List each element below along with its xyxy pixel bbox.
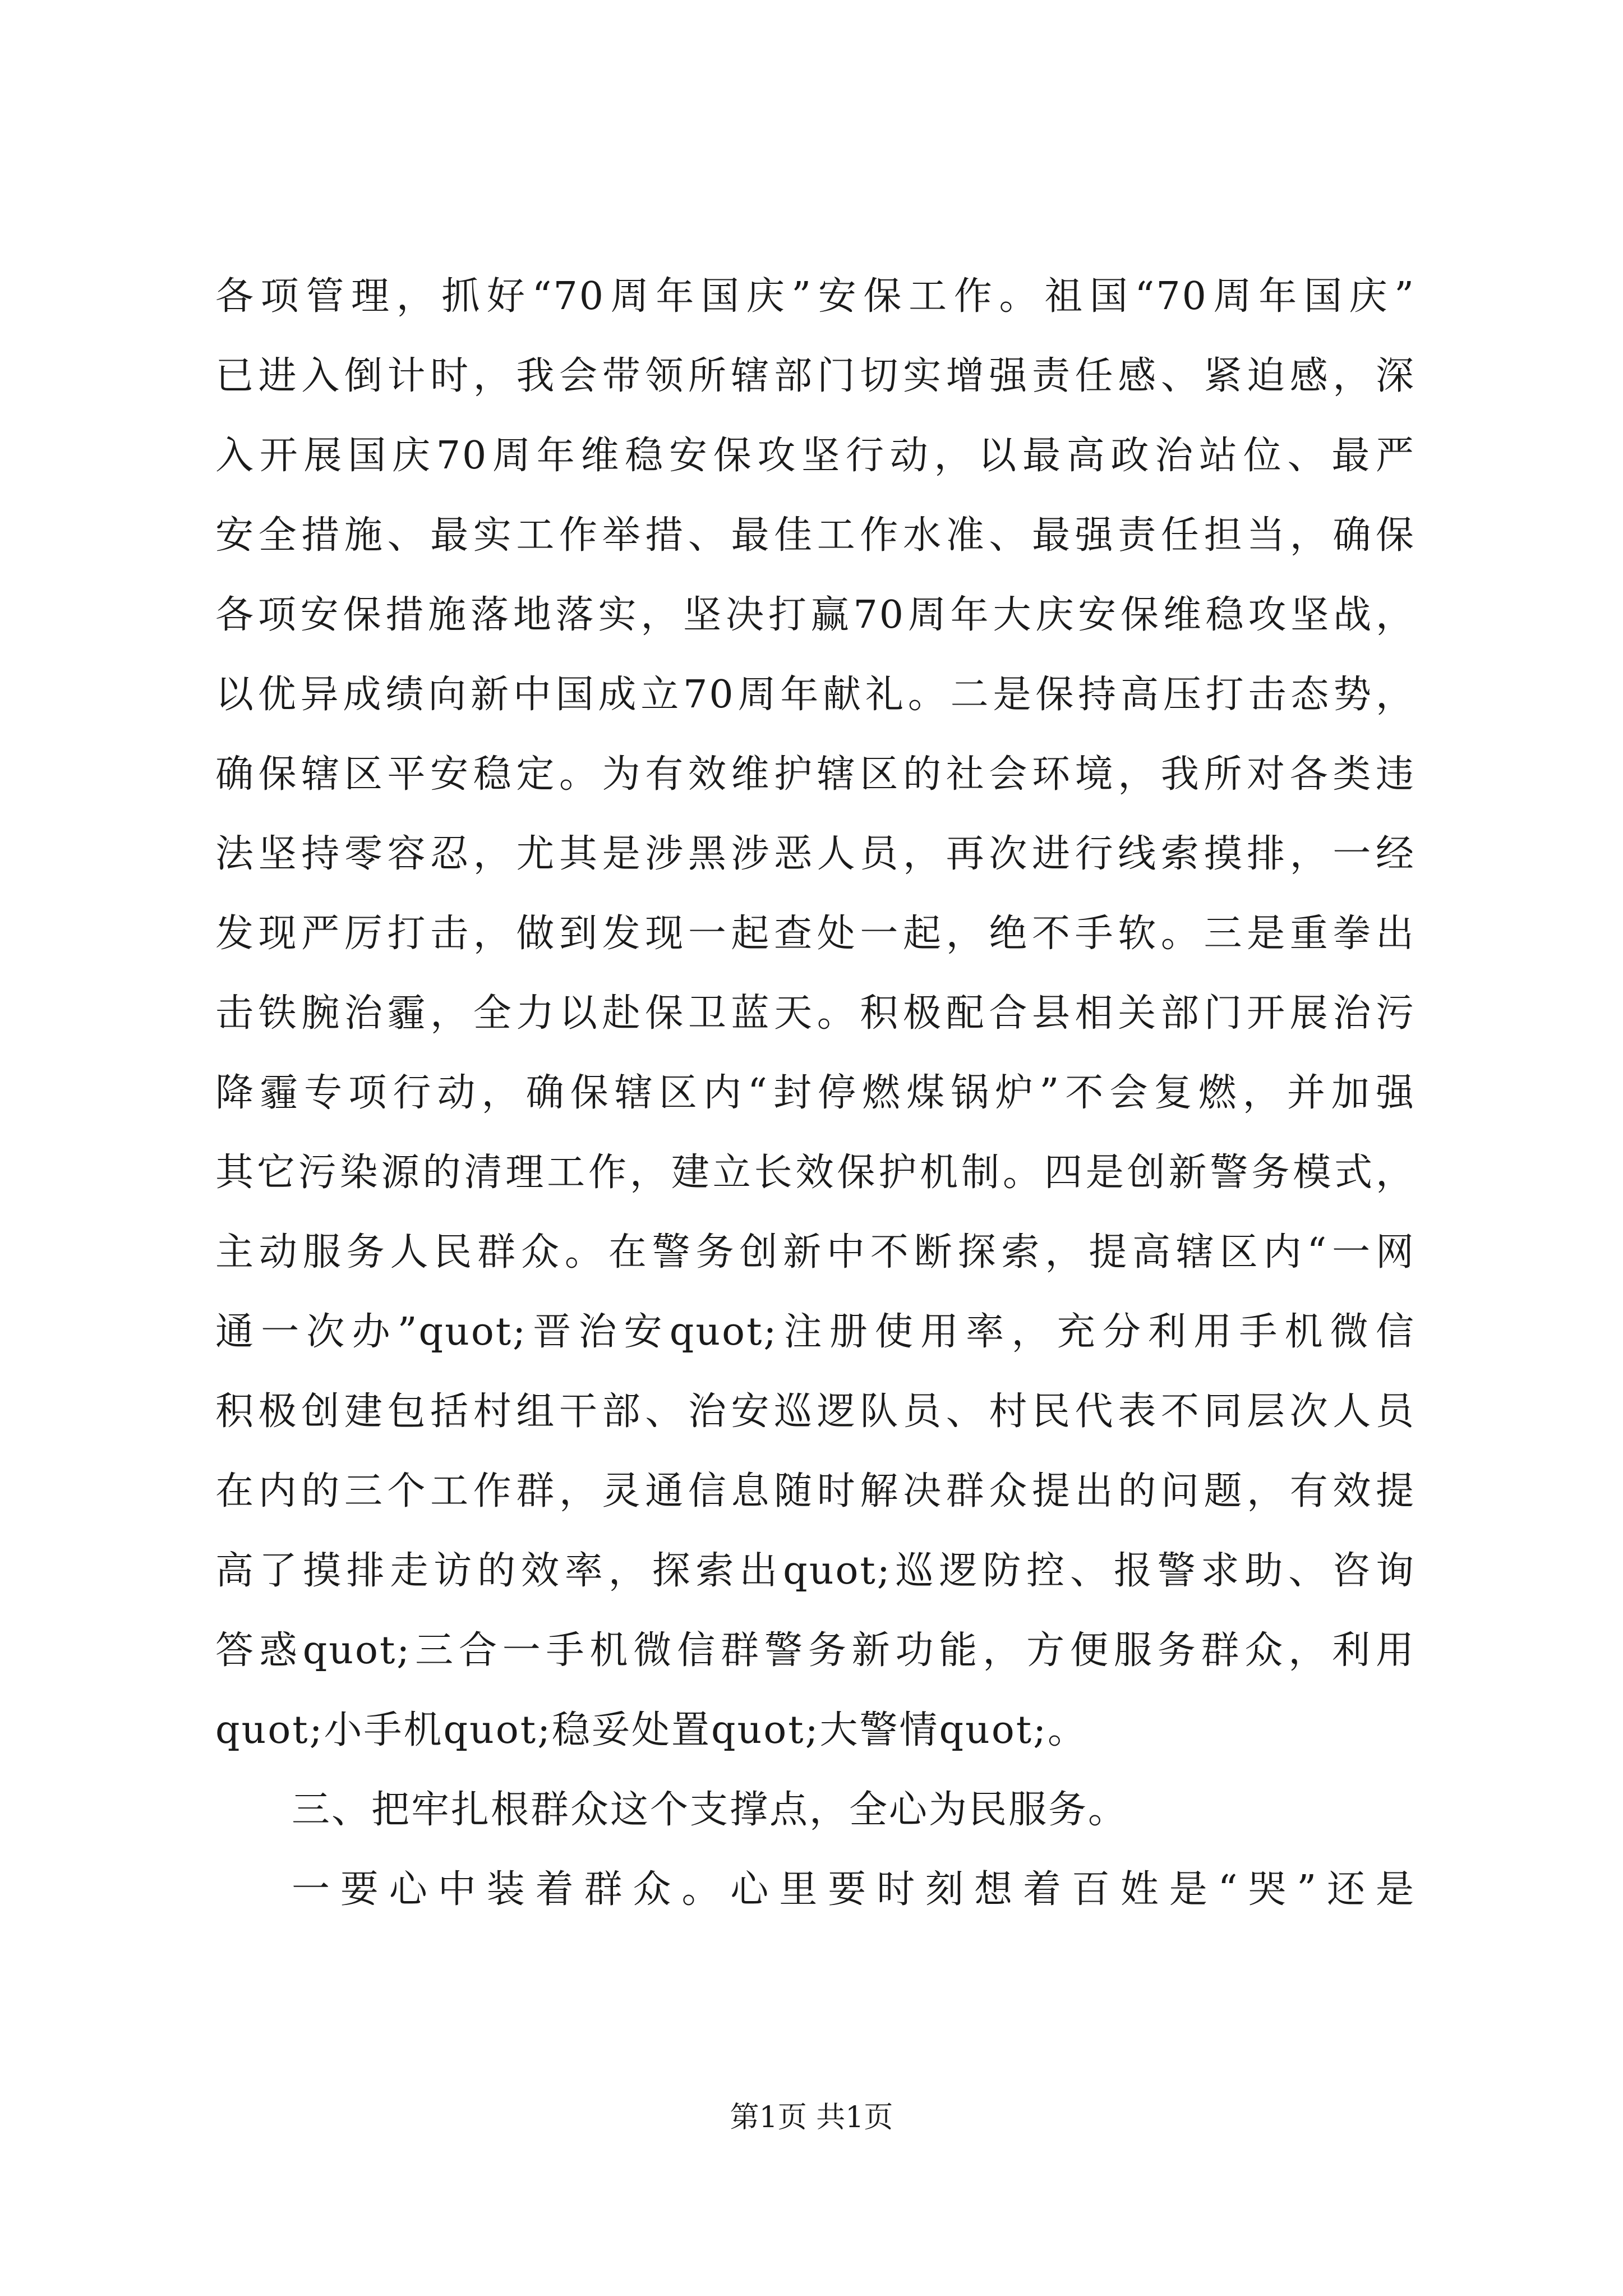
page-footer: 第1页 共1页 — [730, 2101, 893, 2134]
body-line: 通一次办”quot;晋治安quot;注册使用率，充分利用手机微信 — [215, 1310, 1415, 1354]
body-line: 高了摸排走访的效率，探索出quot;巡逻防控、报警求助、咨询 — [215, 1549, 1415, 1593]
body-line: 确保辖区平安稳定。为有效维护辖区的社会环境，我所对各类违 — [215, 752, 1415, 797]
body-line: 主动服务人民群众。在警务创新中不断探索，提高辖区内“一网 — [215, 1230, 1415, 1274]
body-line: 积极创建包括村组干部、治安巡逻队员、村民代表不同层次人员 — [215, 1389, 1415, 1434]
body-line: 法坚持零容忍，尤其是涉黑涉恶人员，再次进行线索摸排，一经 — [215, 832, 1415, 876]
section-heading: 三、把牢扎根群众这个支撑点，全心为民服务。 — [292, 1788, 1128, 1832]
body-line: 各项管理，抓好“70周年国庆”安保工作。祖国“70周年国庆” — [215, 274, 1415, 319]
body-line: 答惑quot;三合一手机微信群警务新功能，方便服务群众，利用 — [215, 1628, 1415, 1673]
body-line: 已进入倒计时，我会带领所辖部门切实增强责任感、紧迫感，深 — [215, 354, 1415, 398]
body-line: 安全措施、最实工作举措、最佳工作水准、最强责任担当，确保 — [215, 513, 1415, 558]
body-line: 降霾专项行动，确保辖区内“封停燃煤锅炉”不会复燃，并加强 — [215, 1071, 1415, 1115]
body-line: 入开展国庆70周年维稳安保攻坚行动，以最高政治站位、最严 — [215, 434, 1415, 478]
body-line: 以优异成绩向新中国成立70周年献礼。二是保持高压打击态势， — [215, 673, 1415, 717]
body-line: 在内的三个工作群，灵通信息随时解决群众提出的问题，有效提 — [215, 1469, 1415, 1513]
document-body — [215, 257, 1415, 1930]
body-line: quot;小手机quot;稳妥处置quot;大警情quot;。 — [215, 1708, 1088, 1752]
body-line: 其它污染源的清理工作，建立长效保护机制。四是创新警务模式， — [215, 1151, 1415, 1195]
body-line: 各项安保措施落地落实，坚决打赢70周年大庆安保维稳攻坚战， — [215, 593, 1415, 637]
body-line: 发现严厉打击，做到发现一起查处一起，绝不手软。三是重拳出 — [215, 912, 1415, 956]
body-line: 击铁腕治霾，全力以赴保卫蓝天。积极配合县相关部门开展治污 — [215, 991, 1415, 1036]
body-line: 一要心中装着群众。心里要时刻想着百姓是“哭”还是 — [292, 1867, 1415, 1912]
